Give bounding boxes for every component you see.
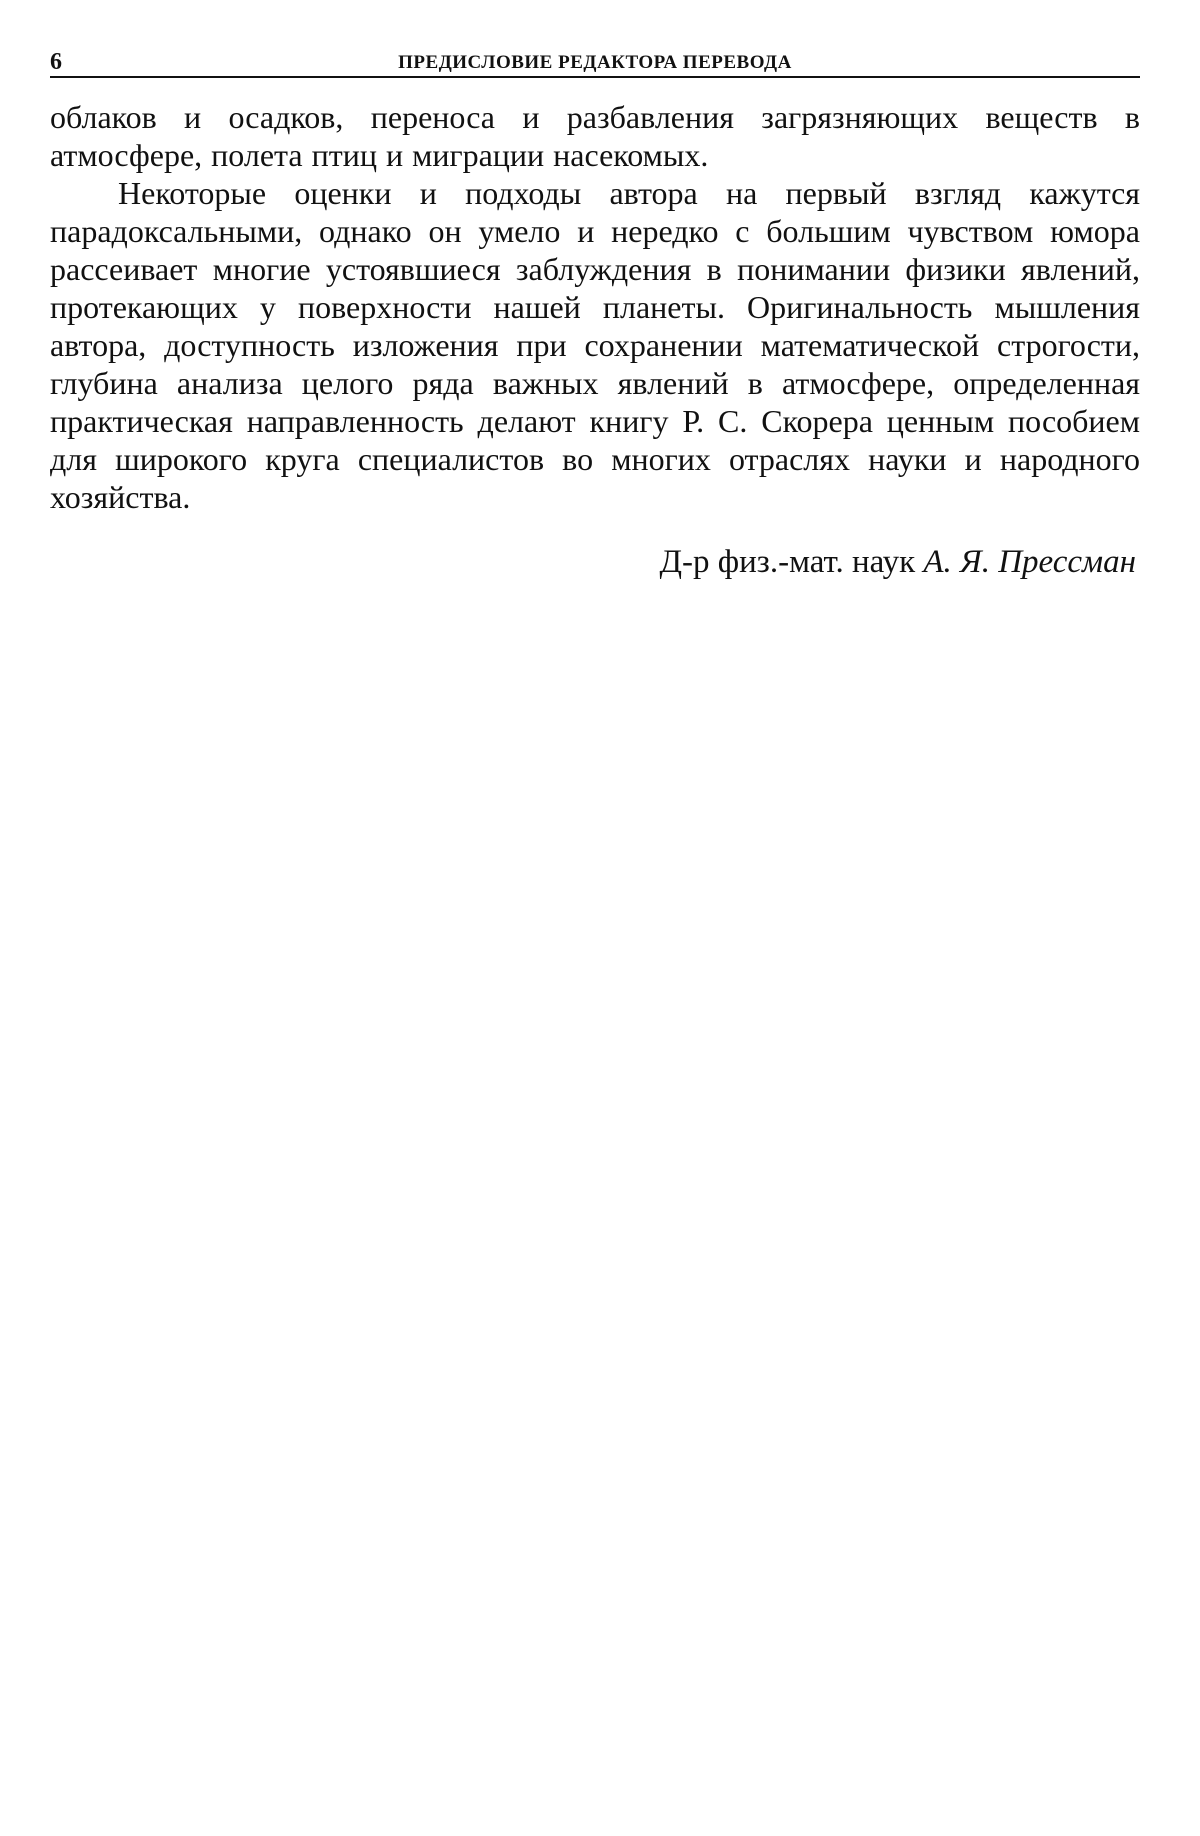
body-text [50, 98, 1140, 516]
signature [50, 542, 1140, 582]
book-page [50, 40, 1140, 582]
running-title: ПРЕДИСЛОВИЕ РЕДАКТОРА ПЕРЕВОДА [398, 52, 792, 73]
page-number: 6 [50, 49, 62, 75]
paragraph: Некоторые оценки и подходы автора на первый взгляд кажутся парадоксальными, однако он умело и нередко с большим чувством юмора рассеивает многие устоявшиеся заблуждения в понимании физики явлений, протекающих у поверхности нашей планеты. Оригинальность мышления автора, доступность изложения при сохранении математической строгости, глубина анализа целого ряда важных явлений в атмосфере, определенная практическая направленность делают книгу Р. С. Скорера ценным пособием для широкого круга специалистов во многих отраслях науки и народного хозяйства. [50, 175, 1140, 515]
running-head [50, 40, 1140, 78]
signature-name: А. Я. Прессман [923, 544, 1136, 580]
signature-degree: Д-р физ.-мат. наук [659, 544, 916, 580]
paragraph-continued: облаков и осадков, переноса и разбавления загрязняющих веществ в атмосфере, полета птиц и миграции насекомых. [50, 99, 1140, 173]
